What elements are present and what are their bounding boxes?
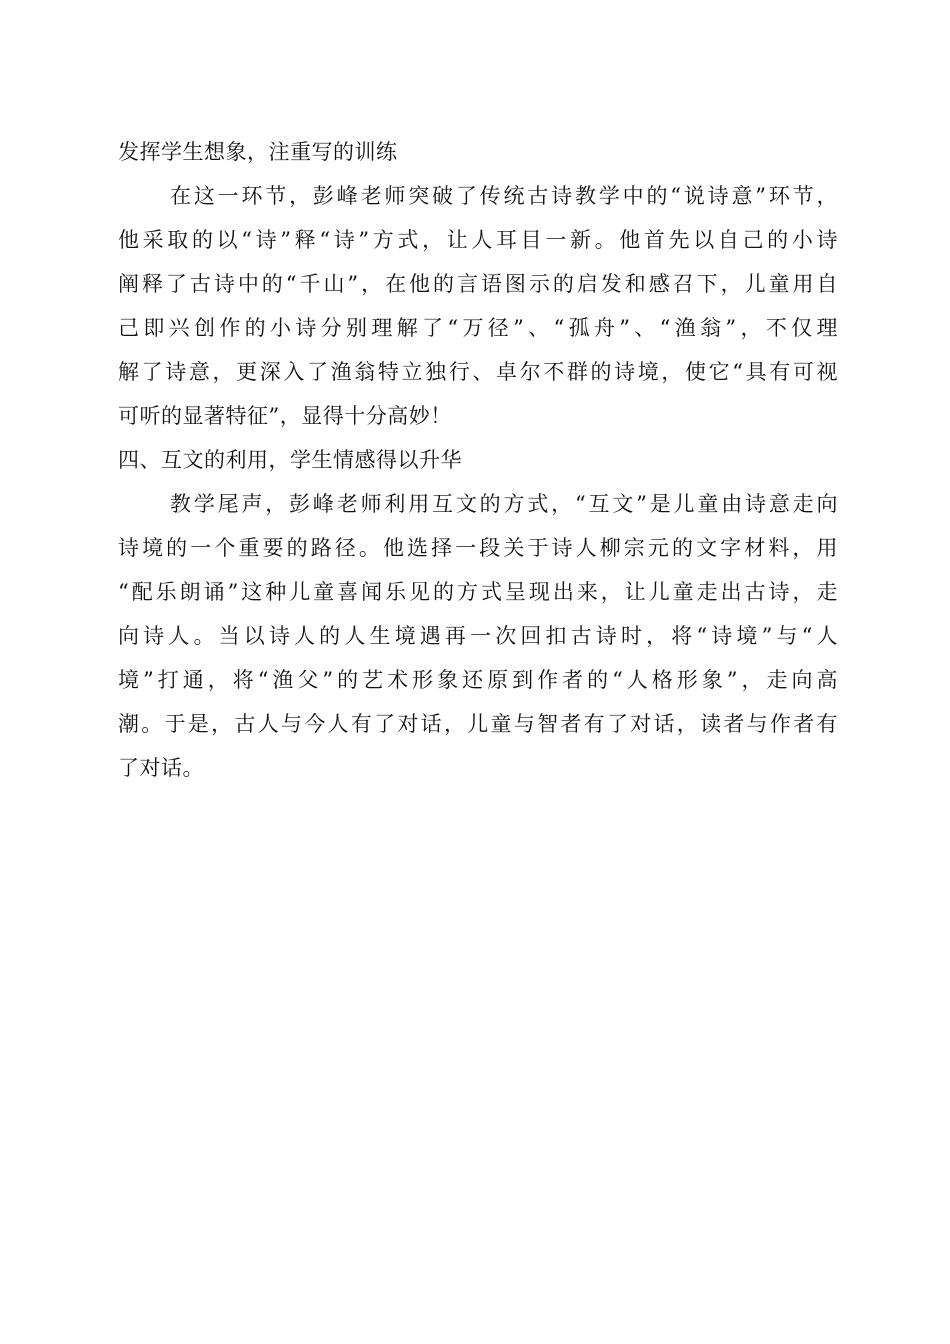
paragraph-line: 诗境的一个重要的路径。他选择一段关于诗人柳宗元的文字材料，用 xyxy=(118,536,838,560)
section-heading-3-continuation: 发挥学生想象，注重写的训练 xyxy=(118,140,398,164)
document-body xyxy=(118,130,838,790)
paragraph-line: 在这一环节，彭峰老师突破了传统古诗教学中的“说诗意”环节， xyxy=(170,184,838,208)
paragraph-line: 他采取的以“诗”释“诗”方式，让人耳目一新。他首先以自己的小诗 xyxy=(118,228,838,252)
paragraph-line: 潮。于是，古人与今人有了对话，儿童与智者有了对话，读者与作者有 xyxy=(118,712,838,736)
paragraph-line: 了对话。 xyxy=(118,756,204,780)
paragraph-line: 可听的显著特征”，显得十分高妙！ xyxy=(118,404,452,428)
paragraph-4 xyxy=(118,482,838,790)
paragraph-line: “配乐朗诵”这种儿童喜闻乐见的方式呈现出来，让儿童走出古诗，走 xyxy=(118,580,838,604)
paragraph-line: 阐释了古诗中的“千山”，在他的言语图示的启发和感召下，儿童用自 xyxy=(118,272,838,296)
paragraph-line: 解了诗意，更深入了渔翁特立独行、卓尔不群的诗境，使它“具有可视 xyxy=(118,360,838,384)
paragraph-line: 己即兴创作的小诗分别理解了“万径”、“孤舟”、“渔翁”，不仅理 xyxy=(118,316,838,340)
paragraph-3 xyxy=(118,174,838,438)
paragraph-line: 境”打通，将“渔父”的艺术形象还原到作者的“人格形象”，走向高 xyxy=(118,668,838,692)
section-heading-4: 四、互文的利用，学生情感得以升华 xyxy=(118,448,462,472)
paragraph-line: 向诗人。当以诗人的人生境遇再一次回扣古诗时，将“诗境”与“人 xyxy=(118,624,838,648)
paragraph-line: 教学尾声，彭峰老师利用互文的方式，“互文”是儿童由诗意走向 xyxy=(170,492,838,516)
